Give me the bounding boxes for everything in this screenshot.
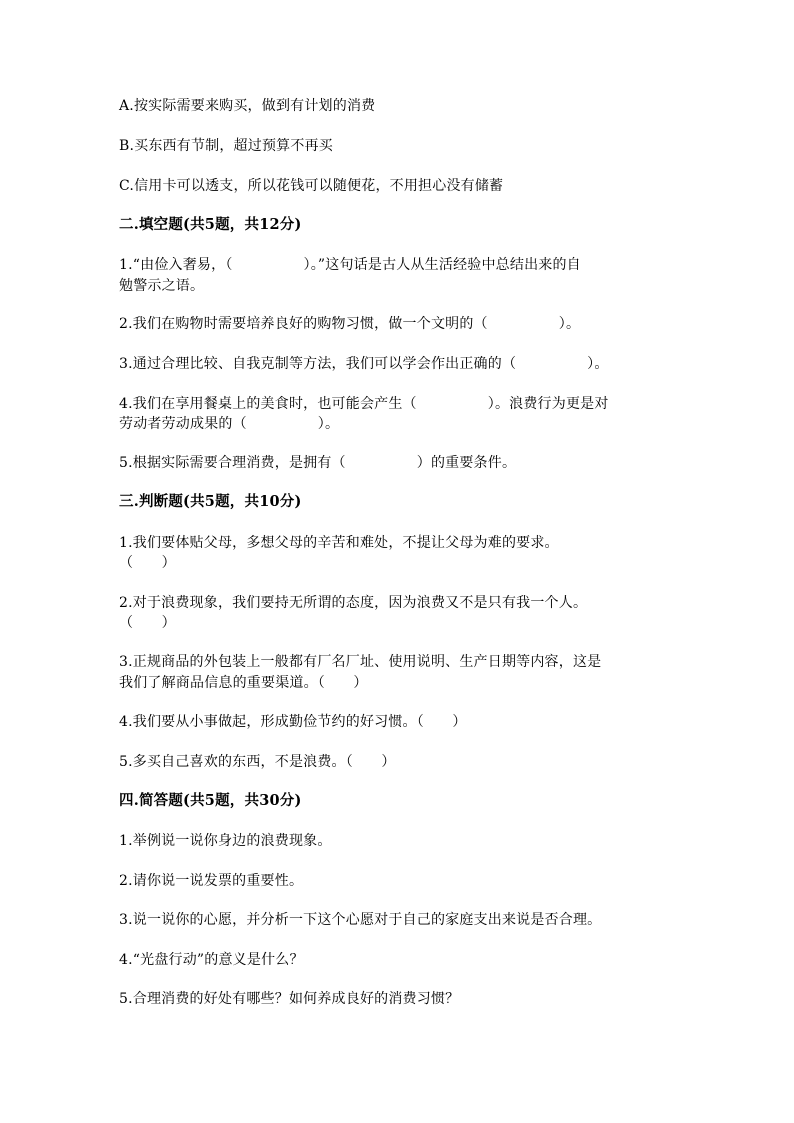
option-b: B.买东西有节制，超过预算不再买 [119, 138, 333, 154]
judge-q2-line1: 2.对于浪费现象，我们要持无所谓的态度，因为浪费又不是只有我一个人。 [119, 595, 588, 611]
option-a: A.按实际需要来购买，做到有计划的消费 [119, 98, 376, 114]
judge-q3-line2: 我们了解商品信息的重要渠道。（ ） [119, 675, 368, 691]
fill-q3: 3.通过合理比较、自我克制等方法，我们可以学会作出正确的（ ）。 [119, 356, 609, 372]
judge-q4: 4.我们要从小事做起，形成勤俭节约的好习惯。（ ） [119, 714, 467, 730]
judge-q3-line1: 3.正规商品的外包装上一般都有厂名厂址、使用说明、生产日期等内容，这是 [119, 654, 602, 670]
short-q5: 5.合理消费的好处有哪些？如何养成良好的消费习惯？ [119, 991, 460, 1007]
fill-q1-line1: 1.“由俭入奢易，（ ）。”这句话是古人从生活经验中总结出来的自 [119, 257, 581, 273]
fill-q4-line2: 劳动者劳动成果的（ ）。 [119, 416, 340, 432]
section2-heading: 二.填空题(共5题，共12分) [119, 216, 302, 233]
option-c: C.信用卡可以透支，所以花钱可以随便花，不用担心没有储蓄 [119, 178, 504, 194]
section4-heading: 四.简答题(共5题，共30分) [119, 792, 302, 809]
judge-q5: 5.多买自己喜欢的东西，不是浪费。（ ） [119, 754, 396, 770]
fill-q5: 5.根据实际需要合理消费，是拥有（ ）的重要条件。 [119, 455, 517, 471]
section3-heading: 三.判断题(共5题，共10分) [119, 493, 302, 510]
short-q3: 3.说一说你的心愿，并分析一下这个心愿对于自己的家庭支出来说是否合理。 [119, 912, 602, 928]
fill-q2: 2.我们在购物时需要培养良好的购物习惯，做一个文明的（ ）。 [119, 316, 581, 332]
fill-q1-line2: 勉警示之语。 [119, 278, 205, 294]
judge-q1-line2: （ ） [119, 555, 176, 571]
fill-q4-line1: 4.我们在享用餐桌上的美食时，也可能会产生（ ）。浪费行为更是对 [119, 396, 609, 412]
judge-q2-line2: （ ） [119, 615, 176, 631]
short-q1: 1.举例说一说你身边的浪费现象。 [119, 833, 332, 849]
judge-q1-line1: 1.我们要体贴父母，多想父母的辛苦和难处，不提让父母为难的要求。 [119, 535, 559, 551]
short-q4: 4.“光盘行动”的意义是什么？ [119, 952, 304, 968]
short-q2: 2.请你说一说发票的重要性。 [119, 873, 304, 889]
